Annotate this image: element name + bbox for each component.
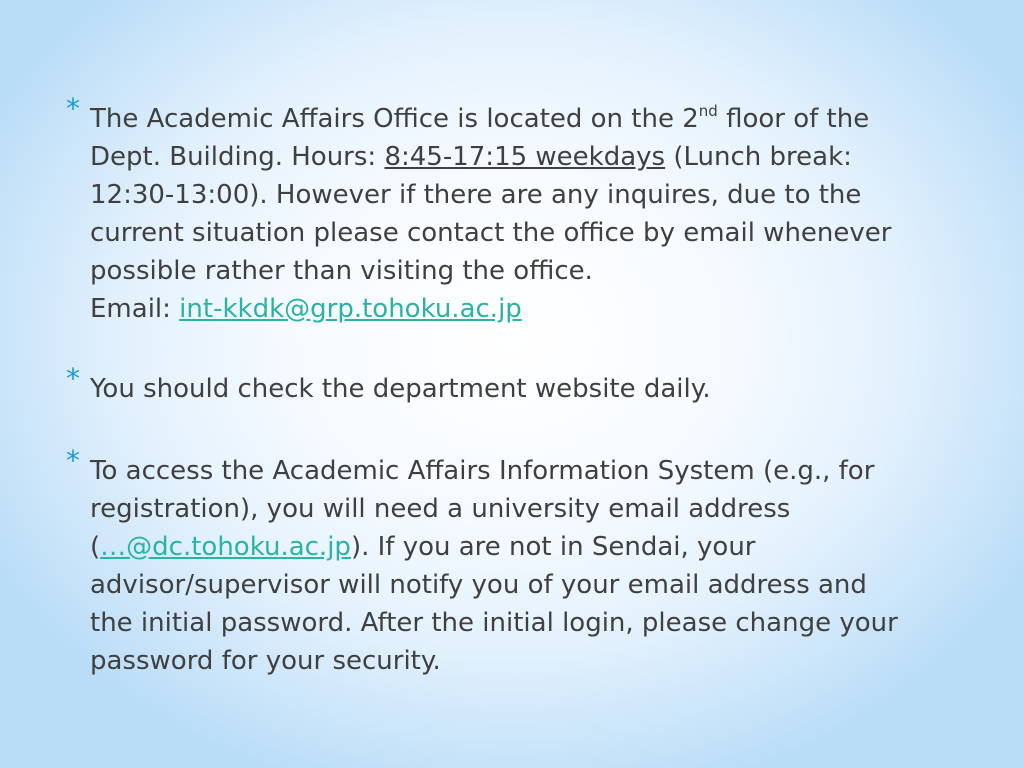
email-label: Email: [90, 294, 180, 324]
office-line-5: possible rather than visiting the office. [90, 256, 593, 286]
office-line-1: The Academic Affairs Office is located on the 2nd floor of the [90, 102, 870, 134]
bullet-website-text: You should check the department website daily. [90, 374, 711, 404]
system-line-1: To access the Academic Affairs Information System (e.g., for [90, 456, 875, 486]
bullet-academic-system [66, 444, 986, 680]
bullet-office-info [66, 92, 986, 328]
system-line-6: password for your security. [90, 646, 441, 676]
bullet-asterisk-icon: * [66, 444, 80, 477]
office-hours: 8:45-17:15 [384, 142, 536, 172]
system-line-2: registration), you will need a university email address [90, 494, 791, 524]
office-line-4: current situation please contact the office by email whenever [90, 218, 892, 248]
bullet-asterisk-icon: * [66, 92, 80, 125]
system-line-4: advisor/supervisor will notify you of your email address and [90, 570, 867, 600]
office-line-3: 12:30-13:00). However if there are any inquires, due to the [90, 180, 862, 210]
office-line-2: Dept. Building. Hours: 8:45-17:15 weekdays (Lunch break: [90, 142, 852, 172]
bullet-office-text [90, 100, 986, 328]
system-line-5: the initial password. After the initial login, please change your [90, 608, 898, 638]
system-line-3: (…@dc.tohoku.ac.jp). If you are not in Sendai, your [90, 532, 756, 562]
ordinal-superscript: nd [698, 102, 718, 120]
office-email-link[interactable]: int-kkdk@grp.tohoku.ac.jp [179, 294, 522, 324]
bullet-academic-text [90, 452, 986, 680]
university-email-link[interactable]: …@dc.tohoku.ac.jp [100, 532, 351, 562]
weekdays-text: weekdays [535, 142, 666, 172]
bullet-asterisk-icon: * [66, 362, 80, 395]
office-email-line [90, 290, 986, 328]
bullet-website [66, 362, 986, 408]
